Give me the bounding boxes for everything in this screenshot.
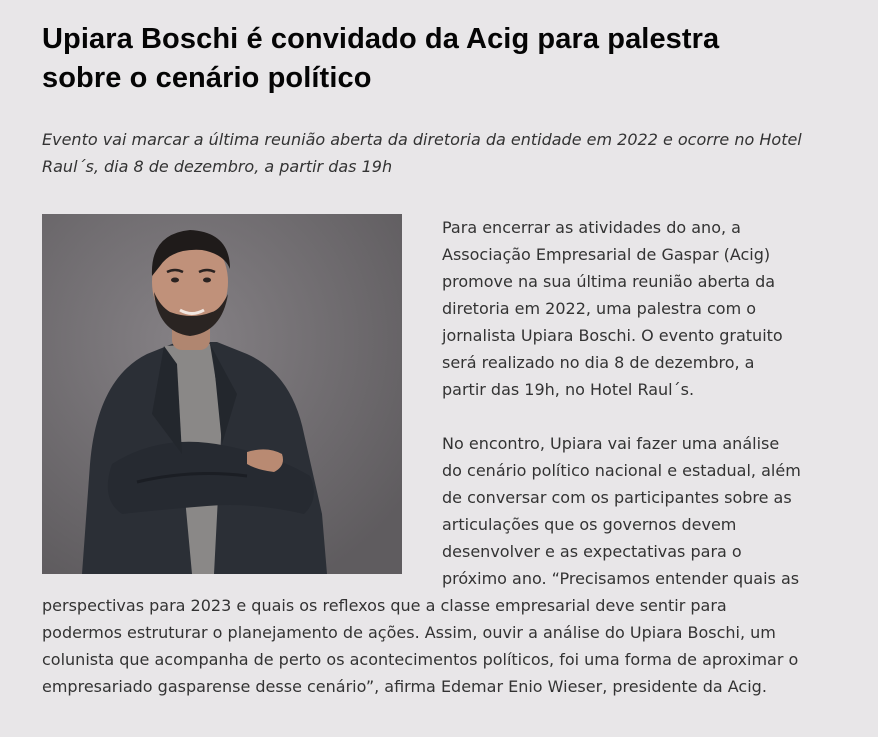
- article-title: Upiara Boschi é convidado da Acig para palestra sobre o cenário político: [42, 23, 720, 94]
- article-subtitle: Evento vai marcar a última reunião aberta da diretoria da entidade em 2022 e ocorre no Hotel Raul´s, dia 8 de dezembro, a partir das 19h: [42, 130, 802, 176]
- body-paragraph: Para encerrar as atividades do ano, a Associação Empresarial de Gaspar (Acig) promove na sua última reunião aberta da diretoria em 2022, uma palestra com o jornalista Upiara Boschi. O evento gratuito será realizado no dia 8 de dezembro, a partir das 19h, no Hotel Raul´s.: [442, 218, 783, 399]
- speaker-photo: [42, 214, 402, 574]
- article-body: [42, 214, 802, 700]
- body-paragraph: No encontro, Upiara vai fazer uma análise do cenário político nacional e estadual, além de conversar com os participantes sobre as articulações que os governos devem desenvolver e as expectativas para o próximo ano. “Precisamos entender quais as perspectivas para 2023 e quais os reflexos que a classe empresarial deve sentir para podermos estruturar o planejamento de ações. Assim, ouvir a análise do Upiara Boschi, um colunista que acompanha de perto os acontecimentos políticos, foi uma forma de aproximar o empresariado gasparense desse cenário”, afirma Edemar Enio Wieser, presidente da Acig.: [42, 434, 801, 696]
- speaker-photo-illustration: [42, 214, 402, 574]
- article: [42, 0, 802, 727]
